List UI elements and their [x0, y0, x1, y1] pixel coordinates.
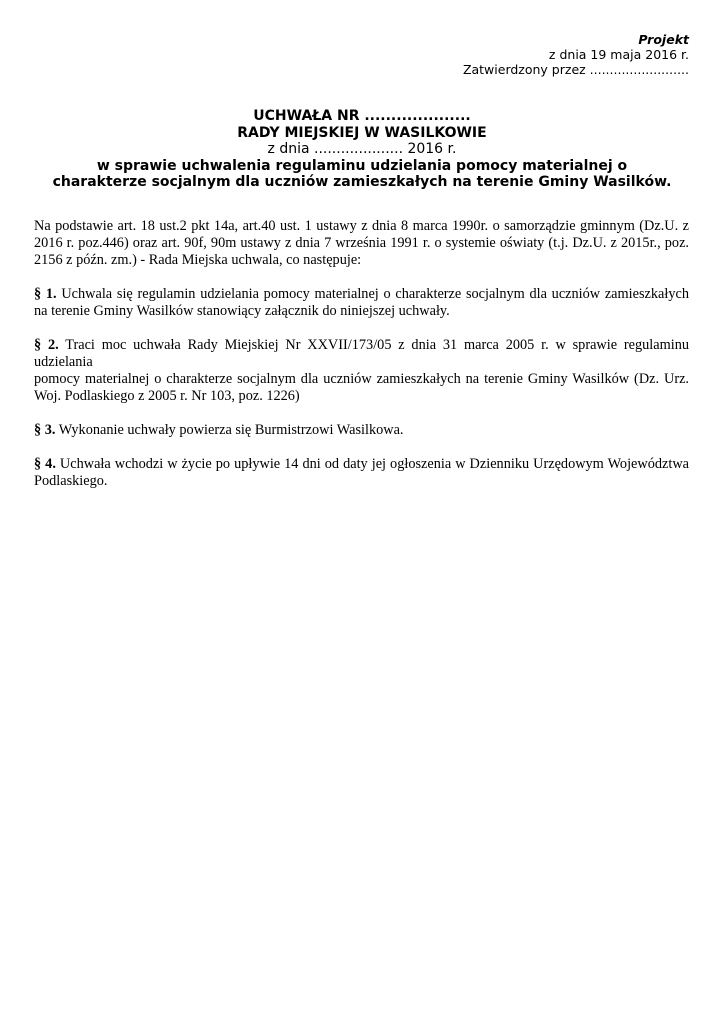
resolution-title — [0, 108, 724, 191]
section-4-text: Uchwała wchodzi w życie po upływie 14 dni od daty jej ogłoszenia w Dzienniku Urzędowym Województwa Podlaskiego. — [34, 456, 689, 489]
section-1 — [34, 286, 689, 320]
section-4 — [34, 456, 689, 490]
section-4-sign: § 4. — [34, 456, 56, 472]
section-2 — [34, 337, 689, 405]
council-name: RADY MIEJSKIEJ W WASILKOWIE — [237, 124, 487, 141]
section-3 — [34, 422, 689, 439]
resolution-body — [34, 218, 689, 507]
resolution-subject-line-2: charakterze socjalnym dla uczniów zamieszkałych na terenie Gminy Wasilków. — [52, 174, 672, 190]
project-date: z dnia 19 maja 2016 r. — [548, 47, 689, 62]
section-2-sign: § 2. — [34, 337, 59, 353]
section-2-text-continued: pomocy materialnej o charakterze socjalnym dla uczniów zamieszkałych na terenie Gminy Wasilków (Dz. Urz. Woj. Podlaskiego z 2005 r. Nr 103, poz. 1226) — [34, 371, 689, 404]
section-2-text: Traci moc uchwała Rady Miejskiej Nr XXVII/173/05 z dnia 31 marca 2005 r. w sprawie regulaminu udzielania — [34, 337, 689, 370]
document-header — [463, 32, 689, 77]
preamble: Na podstawie art. 18 ust.2 pkt 14a, art.40 ust. 1 ustawy z dnia 8 marca 1990r. o samorządzie gminnym (Dz.U. z 2016 r. poz.446) oraz art. 90f, 90m ustawy z dnia 7 września 1991 r. o systemie oświaty (t.j. Dz.U. z 2015r., poz. 2156 z późn. zm.) - Rada Miejska uchwala, co następuje: — [34, 218, 689, 268]
resolution-number: UCHWAŁA NR .................... — [253, 108, 471, 124]
section-1-sign: § 1. — [34, 286, 57, 302]
project-label: Projekt — [638, 32, 689, 47]
resolution-subject-line-1: w sprawie uchwalenia regulaminu udzielania pomocy materialnej o — [96, 157, 628, 174]
section-3-sign: § 3. — [34, 422, 56, 438]
approved-by-line: Zatwierdzony przez ......................... — [462, 62, 689, 77]
resolution-date: z dnia .................... 2016 r. — [267, 141, 457, 157]
section-1-text: Uchwala się regulamin udzielania pomocy materialnej o charakterze socjalnym dla uczniów zamieszkałych na terenie Gminy Wasilków stanowiący załącznik do niniejszej uchwały. — [34, 286, 689, 319]
section-3-text: Wykonanie uchwały powierza się Burmistrzowi Wasilkowa. — [55, 422, 404, 438]
